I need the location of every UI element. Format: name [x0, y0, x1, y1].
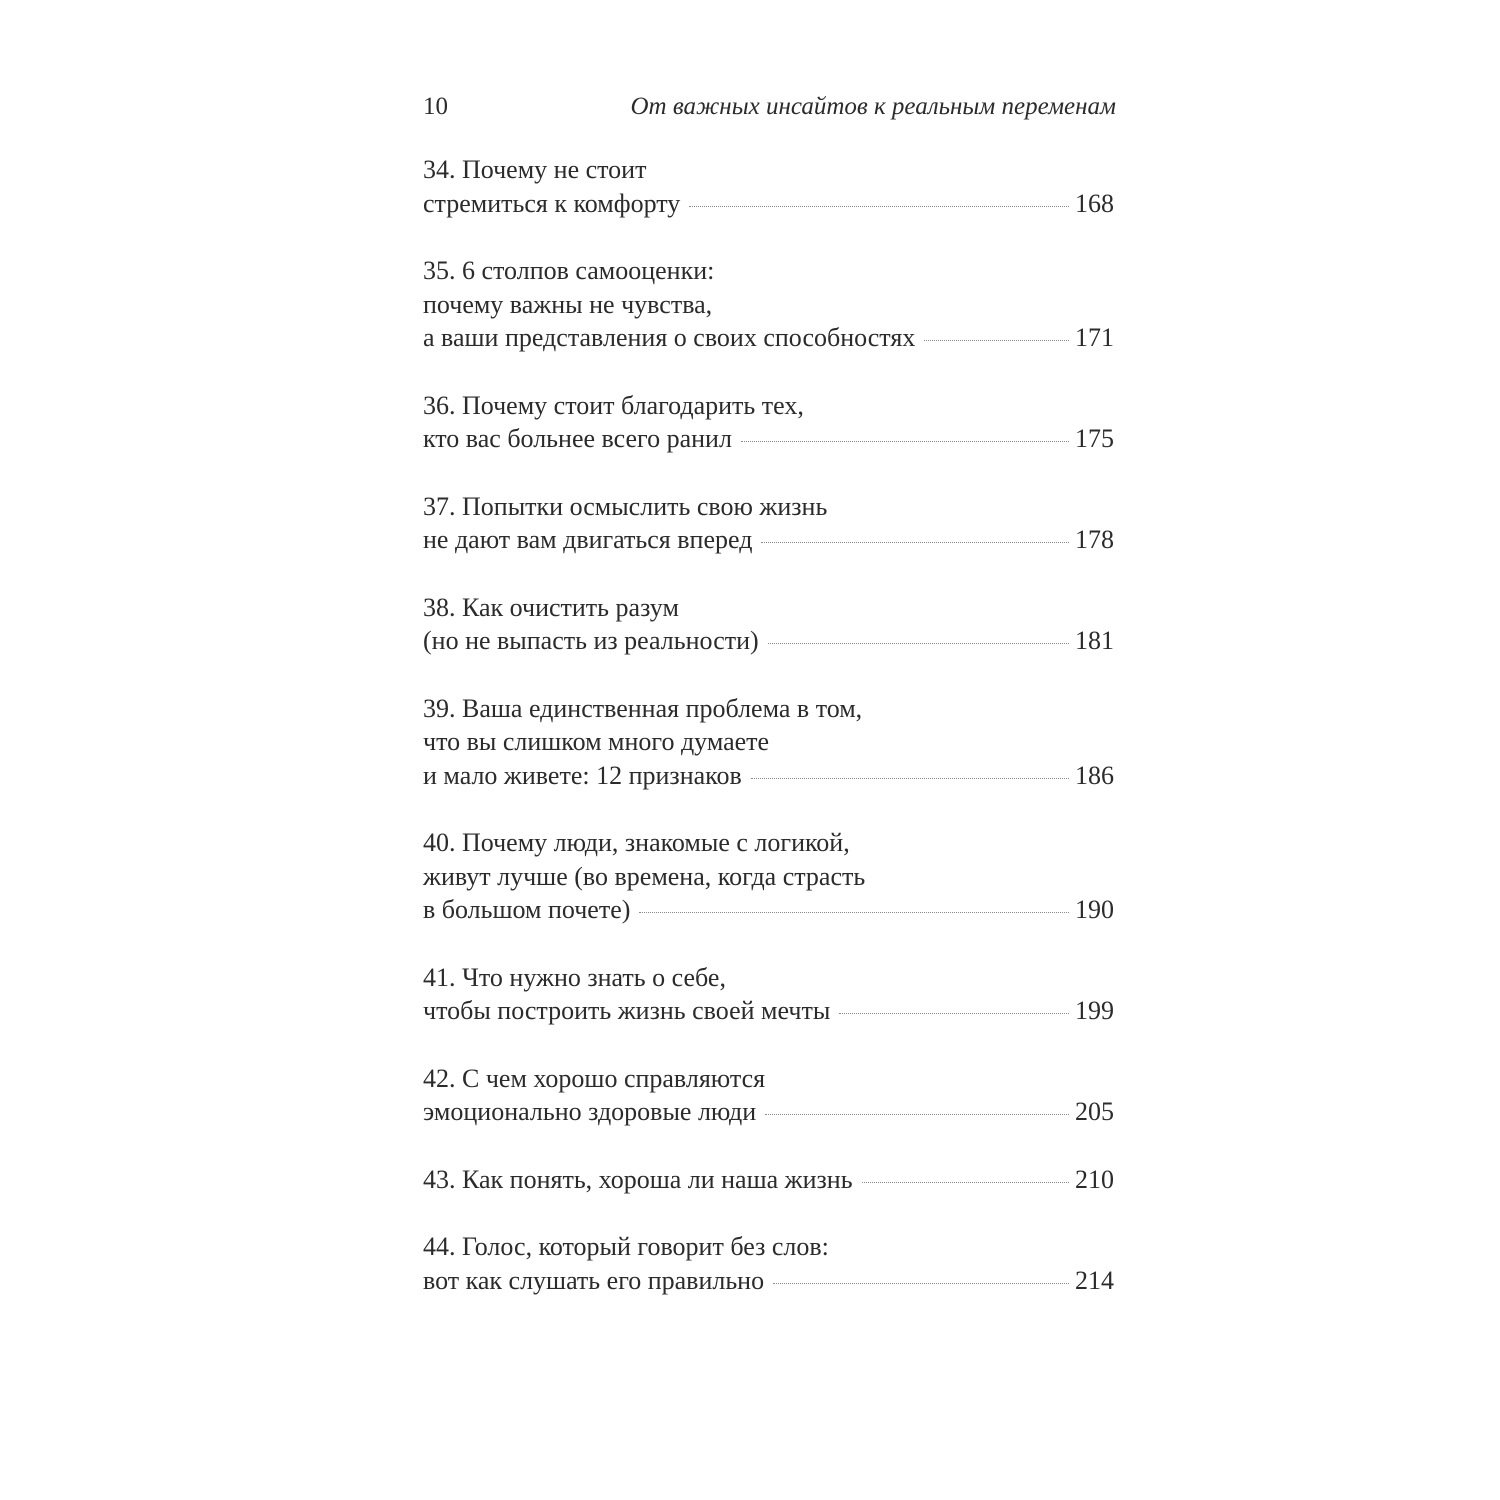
toc-line	[423, 624, 1114, 658]
dot-leader	[689, 206, 1069, 207]
toc-page-number: 186	[1075, 760, 1114, 790]
dot-leader	[773, 1283, 1069, 1284]
toc-line: 35. 6 столпов самооценки:	[423, 256, 715, 285]
running-title: От важных инсайтов к реальным переменам	[630, 93, 1116, 120]
toc-line: что вы слишком много думаете	[423, 727, 770, 756]
dot-leader	[751, 778, 1069, 779]
toc-line: 37. Попытки осмыслить свою жизнь	[423, 491, 828, 521]
toc-entry[interactable]	[423, 254, 1114, 355]
toc-entry[interactable]	[423, 591, 1114, 658]
toc-line: почему важны не чувства,	[423, 289, 713, 319]
toc-entry[interactable]	[423, 961, 1114, 1028]
running-head	[423, 93, 1116, 129]
toc-page-number: 181	[1075, 626, 1114, 655]
toc-entry[interactable]	[423, 1163, 1114, 1197]
toc-entry[interactable]	[423, 490, 1114, 557]
toc-page-number: 190	[1075, 895, 1114, 924]
dot-leader	[924, 340, 1069, 341]
toc-entry-title: кто вас больнее всего ранил	[423, 424, 732, 453]
toc-line: 42. С чем хорошо справляются	[423, 1063, 766, 1093]
toc-entry-title: чтобы построить жизнь своей мечты	[423, 996, 831, 1025]
toc-line	[423, 187, 1114, 221]
toc-line: 34. Почему не стоит	[423, 155, 647, 184]
toc-line	[423, 1264, 1114, 1298]
toc-page-number: 168	[1075, 188, 1114, 218]
toc-entry[interactable]	[423, 1230, 1114, 1297]
table-of-contents	[423, 153, 1114, 1331]
toc-line	[423, 759, 1114, 793]
toc-entry[interactable]	[423, 1062, 1114, 1129]
toc-entry-title: (но не выпасть из реальности)	[423, 626, 759, 655]
toc-line	[423, 1163, 1114, 1197]
dot-leader	[765, 1114, 1069, 1115]
toc-entry[interactable]	[423, 389, 1114, 456]
toc-page-number: 199	[1075, 996, 1114, 1025]
toc-entry-title: а ваши представления о своих способностях	[423, 323, 916, 352]
toc-line	[423, 994, 1114, 1028]
toc-line: 44. Голос, который говорит без слов:	[423, 1232, 829, 1261]
toc-page-number: 210	[1075, 1164, 1114, 1194]
toc-entry-title: в большом почете)	[423, 895, 631, 924]
toc-entry-title: и мало живете: 12 признаков	[423, 760, 742, 790]
dot-leader	[839, 1013, 1069, 1014]
dot-leader	[639, 912, 1069, 913]
toc-entry[interactable]	[423, 692, 1114, 793]
toc-page-number: 171	[1075, 323, 1114, 352]
toc-page-number: 205	[1075, 1097, 1114, 1126]
toc-entry-title: эмоционально здоровые люди	[423, 1097, 757, 1126]
toc-entry-title: не дают вам двигаться вперед	[423, 525, 753, 554]
toc-line	[423, 321, 1114, 355]
dot-leader	[761, 542, 1069, 543]
toc-line	[423, 523, 1114, 557]
toc-line: 36. Почему стоит благодарить тех,	[423, 390, 804, 420]
toc-entry[interactable]	[423, 153, 1114, 220]
toc-line	[423, 422, 1114, 456]
toc-entry[interactable]	[423, 826, 1114, 927]
toc-entry-title: 43. Как понять, хороша ли наша жизнь	[423, 1164, 853, 1194]
dot-leader	[862, 1182, 1069, 1183]
toc-entry-title: вот как слушать его правильно	[423, 1265, 765, 1295]
dot-leader	[741, 441, 1069, 442]
dot-leader	[768, 643, 1069, 644]
toc-line	[423, 1095, 1114, 1129]
toc-page-number: 178	[1075, 525, 1114, 554]
toc-line: живут лучше (во времена, когда страсть	[423, 861, 866, 891]
toc-line: 41. Что нужно знать о себе,	[423, 962, 726, 992]
page-number: 10	[423, 93, 448, 120]
toc-line: 38. Как очистить разум	[423, 592, 679, 622]
toc-page-number: 175	[1075, 424, 1114, 453]
toc-line: 39. Ваша единственная проблема в том,	[423, 693, 863, 723]
toc-entry-title: стремиться к комфорту	[423, 188, 681, 218]
toc-page-number: 214	[1075, 1265, 1114, 1295]
toc-line	[423, 893, 1114, 927]
toc-line: 40. Почему люди, знакомые с логикой,	[423, 828, 850, 857]
